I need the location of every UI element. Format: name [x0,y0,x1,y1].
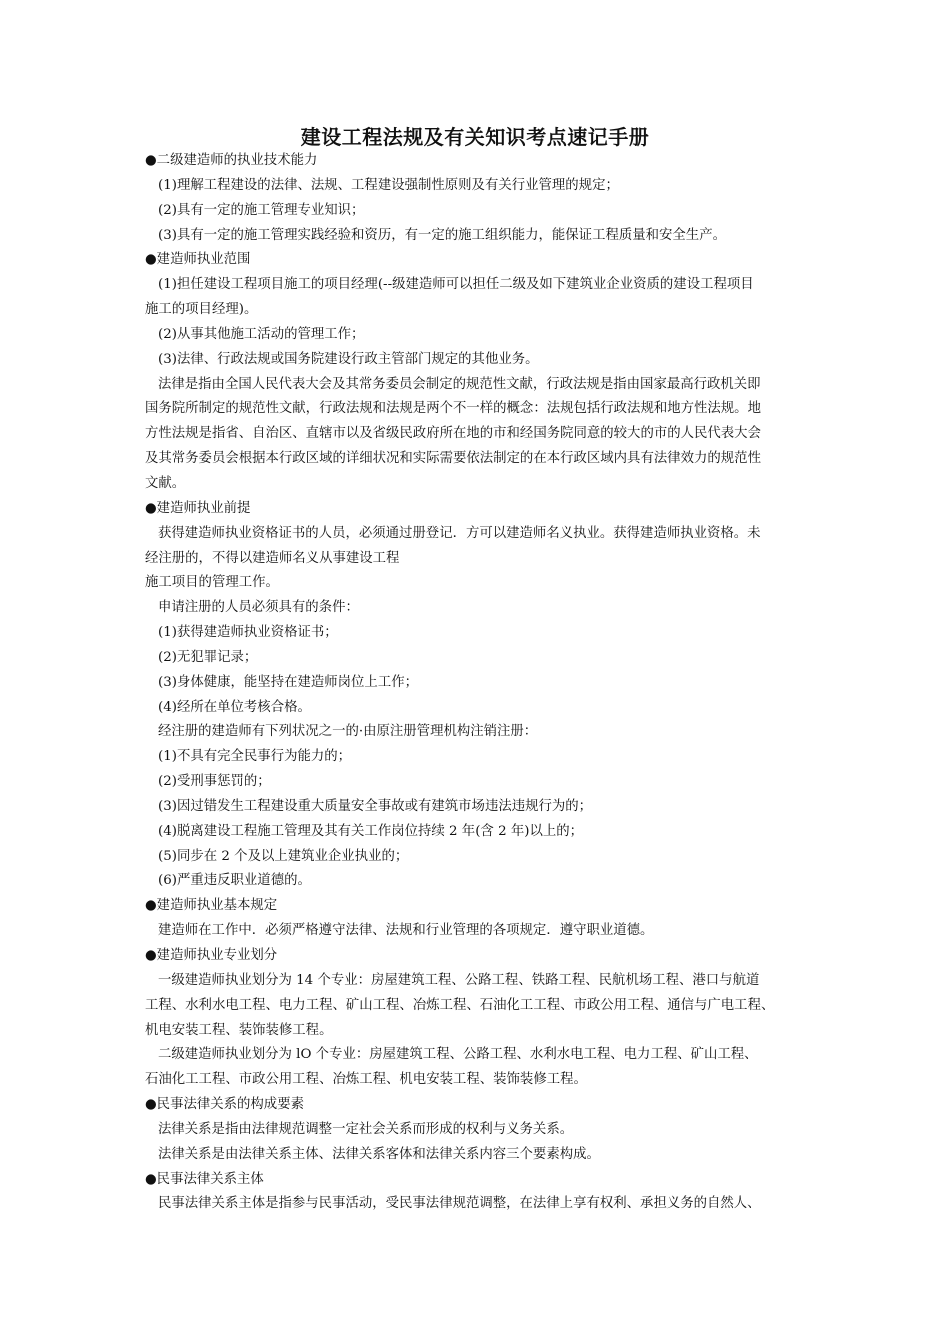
paragraph-line: 法律关系是指由法律规范调整一定社会关系而形成的权利与义务关系。 [158,1121,574,1137]
paragraph-line: (2)无犯罪记录； [158,649,258,665]
paragraph-line: (2)受刑事惩罚的； [158,774,271,790]
paragraph-line: 二级建造师执业划分为 lO 个专业：房屋建筑工程、公路工程、水利水电工程、电力工程、矿山工程、 [158,1047,758,1063]
paragraph-line: 经注册的，不得以建造师名义从事建设工程 [145,550,400,566]
paragraph-line: (1)不具有完全民事行为能力的； [158,749,352,765]
paragraph-line: (3)法律、行政法规或国务院建设行政主管部门规定的其他业务。 [158,351,539,367]
paragraph-line: (1)获得建造师执业资格证书； [158,625,338,641]
paragraph-line: (3)因过错发生工程建设重大质量安全事故或有建筑市场违法违规行为的； [158,798,593,814]
paragraph-line: 法律是指由全国人民代表大会及其常务委员会制定的规范性文献，行政法规是指由国家最高行政机关即 [158,376,761,392]
paragraph-line: 施工的项目经理)。 [145,302,258,318]
section-heading: ●二级建造师的执业技术能力 [145,153,318,168]
paragraph-line: 工程、水利水电工程、电力工程、矿山工程、冶炼工程、石油化工工程、市政公用工程、通信与广电工程、 [145,997,775,1013]
paragraph-line: 施工项目的管理工作。 [145,575,279,591]
section-heading: ●民事法律关系主体 [145,1171,264,1187]
paragraph-line: 获得建造师执业资格证书的人员，必须通过册登记．方可以建造师名义执业。获得建造师执业资格。未 [158,525,761,541]
paragraph-line: (1)担任建设工程项目施工的项目经理(--级建造师可以担任二级及如下建筑业企业资质的建设工程项目 [158,277,754,293]
paragraph-line: 民事法律关系主体是指参与民事活动，受民事法律规范调整，在法律上享有权利、承担义务的自然人、 [158,1196,761,1212]
paragraph-line: (2)具有一定的施工管理专业知识； [158,202,365,218]
paragraph-line: (2)从事其他施工活动的管理工作； [158,326,365,342]
paragraph-line: 法律关系是由法律关系主体、法律关系客体和法律关系内容三个要素构成。 [158,1146,600,1162]
paragraph-line: (4)经所在单位考核合格。 [158,699,311,715]
section-heading: ●建造师执业范围 [145,252,251,268]
paragraph-line: 一级建造师执业划分为 14 个专业：房屋建筑工程、公路工程、铁路工程、民航机场工程、港口与航道 [158,972,760,988]
paragraph-line: 文献。 [145,475,186,491]
paragraph-line: 申请注册的人员必须具有的条件： [158,600,359,616]
paragraph-line: 国务院所制定的规范性文献，行政法规和法规是两个不一样的概念：法规包括行政法规和地方性法规。地 [145,401,761,417]
section-heading: ●民事法律关系的构成要素 [145,1097,304,1113]
paragraph-line: 建造师在工作中．必须严格遵守法律、法规和行业管理的各项规定．遵守职业道德。 [158,923,654,939]
paragraph-line: (3)具有一定的施工管理实践经验和资历，有一定的施工组织能力，能保证工程质量和安全生产。 [158,227,726,243]
paragraph-line: 方性法规是指省、自治区、直辖市以及省级民政府所在地的市和经国务院同意的较大的市的人民代表大会 [145,426,761,442]
paragraph-line: 经注册的建造师有下列状况之一的·由原注册管理机构注销注册： [158,724,538,740]
paragraph-line: (5)同步在 2 个及以上建筑业企业执业的； [158,848,409,864]
paragraph-line: (1)理解工程建设的法律、法规、工程建设强制性原则及有关行业管理的规定； [158,177,619,193]
paragraph-line: (3)身体健康，能坚持在建造师岗位上工作； [158,674,418,690]
document-body [145,149,815,1217]
section-heading: ●建造师执业专业划分 [145,948,278,963]
section-heading: ●建造师执业基本规定 [145,898,278,914]
paragraph-line: (6)严重违反职业道德的。 [158,873,311,889]
paragraph-line: (4)脱离建设工程施工管理及其有关工作岗位持续 2 年(含 2 年)以上的； [158,823,584,839]
document-title: 建设工程法规及有关知识考点速记手册 [300,125,650,149]
paragraph-line: 石油化工工程、市政公用工程、冶炼工程、机电安装工程、装饰装修工程。 [145,1072,587,1088]
section-heading: ●建造师执业前提 [145,500,251,516]
paragraph-line: 机电安装工程、装饰装修工程。 [145,1022,333,1038]
paragraph-line: 及其常务委员会根据本行政区域的详细状况和实际需要依法制定的在本行政区域内具有法律效力的规范性 [145,451,761,467]
